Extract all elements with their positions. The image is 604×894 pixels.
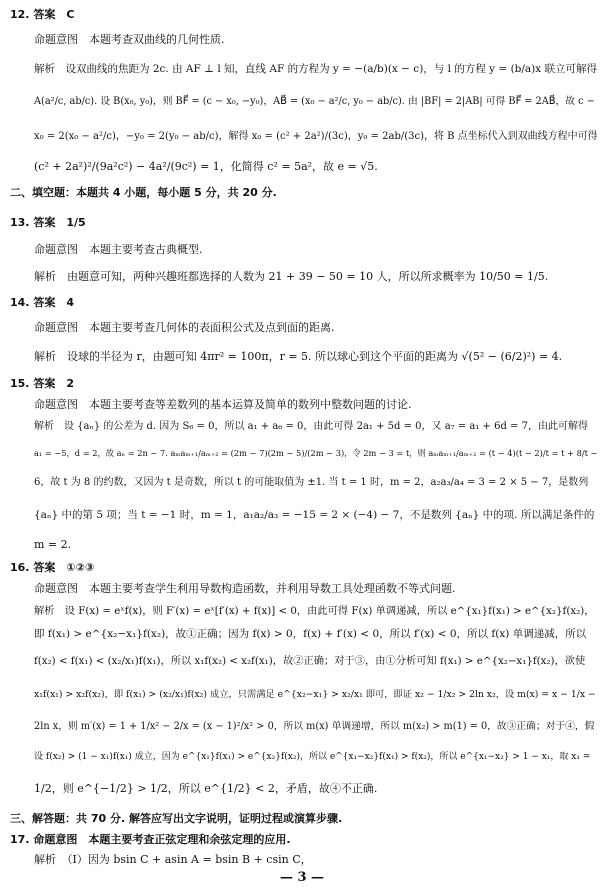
q16-solution-line: 解析 设 F(x) = eˣf(x)，则 F′(x) = eˣ[f′(x) + f(x)] < 0，由此可得 F(x) 单调递减，所以 e^{x₁}f(x₁) > e^{x₂}f(x₂)， [34,605,595,617]
q15-solution-line: m = 2. [34,538,72,551]
q16-solution-line: x₁f(x₁) > x₂f(x₂)，即 f(x₁) > (x₂/x₁)f(x₂) 成立，只需满足 e^{x₂−x₁} > x₂/x₁ 即可，即证 x₂ − 1/x₂ > 2ln x₂，设 m(x) = x − 1/x − [34,689,596,700]
q17-solution-line: 解析 （Ⅰ）因为 bsin C + asin A = bsin B + csin C， [34,853,312,866]
q14-solution: 解析 设球的半径为 r，由题可知 4πr² = 100π，r = 5. 所以球心到这个平面的距离为 √(5² − (6/2)²) = 4. [34,350,563,363]
q16-solution-line: 1/2，则 e^{−1/2} > 1/2，所以 e^{1/2} < 2，矛盾，故④不正确. [34,782,378,795]
q15-solution-line: 解析 设 {aₙ} 的公差为 d. 因为 S₆ = 0，所以 a₁ + a₆ = 0，由此可得 2a₁ + 5d = 0，又 a₇ = a₁ + 6d = 7，由此可解得 [34,421,588,432]
q15-solution-line: {aₙ} 中的第 5 项；当 t = −1 时，m = 1，a₁a₂/a₃ = −15 = 2 × (−4) − 7，不是数列 {aₙ} 中的项. 所以满足条件的 [34,509,595,521]
q14-intent: 命题意图 本题主要考查几何体的表面积公式及点到面的距离. [34,321,335,334]
q15-solution-line: a₁ = −5，d = 2，故 aₙ = 2n − 7. aₘaₘ₊₁/aₘ₊₂ = (2m − 7)(2m − 5)/(2m − 3)，令 2m − 3 = t，则 aₘaₘ₊₁/aₘ₊₂ = (t − 4)(t − 2)/t = t + 8/t − [34,448,598,458]
q15-intent: 命题意图 本题主要考查等差数列的基本运算及简单的数列中整数问题的讨论. [34,398,412,411]
q16-answer: 16. 答案 ①②③ [10,561,95,574]
q16-solution-line: 设 f(x₂) > (1 − x₁)f(x₁) 成立，因为 e^{x₁}f(x₁) > e^{x₂}f(x₂)，所以 e^{x₁−x₂}f(x₁) > f(x₂)，所以 e^{x₁−x₂} > 1 − x₁，取 x₁ = [34,752,591,762]
q17-intent: 17. 命题意图 本题主要考查正弦定理和余弦定理的应用. [10,833,291,846]
q12-answer: 12. 答案 C [10,8,75,21]
q16-solution-line: f(x₂) < f(x₁) < (x₂/x₁)f(x₁)，所以 x₁f(x₂) < x₂f(x₁)，故②正确；对于③，由①分析可知 f(x₁) > e^{x₂−x₁}f(x₂)，欲使 [34,655,586,667]
q12-solution-line: x₀ = 2(x₀ − a²/c)，−y₀ = 2(y₀ − ab/c)，解得 x₀ = (c² + 2a²)/(3c)，y₀ = 2ab/(3c)，将 B 点坐标代入到双曲线方程中可得 [34,131,598,142]
page-number: — 3 — [279,870,325,885]
q13-solution: 解析 由题意可知，两种兴趣班都选择的人数为 21 + 39 − 50 = 10 人，所以所求概率为 10/50 = 1/5. [34,270,549,283]
q15-solution-line: 6，故 t 为 8 的约数，又因为 t 是奇数，所以 t 的可能取值为 ±1. 当 t = 1 时，m = 2，a₂a₃/a₄ = 3 = 2 × 5 − 7，是数列 [34,477,589,488]
q14-answer: 14. 答案 4 [10,296,74,309]
section-answer-questions-header: 三、解答题：共 70 分. 解答应写出文字说明，证明过程或演算步骤. [10,812,343,825]
q12-solution-line: A(a²/c, ab/c). 设 B(x₀, y₀)，则 BF⃗ = (c − x₀, −y₀)，AB⃗ = (x₀ − a²/c, y₀ − ab/c). 由 |BF| = 2|AB| 可得 BF⃗ = 2AB⃗，故 c − [34,96,595,107]
q13-answer: 13. 答案 1/5 [10,216,86,229]
q16-solution-line: 2ln x，则 m′(x) = 1 + 1/x² − 2/x = (x − 1)²/x² > 0，所以 m(x) 单调递增，所以 m(x₂) > m(1) = 0，故③正确；对于④，假 [34,721,595,732]
q13-intent: 命题意图 本题主要考查古典概型. [34,243,203,256]
q12-solution-line: (c² + 2a²)²/(9a²c²) − 4a²/(9c²) = 1，化简得 c² = 5a²，故 e = √5. [34,160,378,173]
q12-intent: 命题意图 本题考查双曲线的几何性质. [34,33,225,46]
q15-answer: 15. 答案 2 [10,377,74,390]
q12-solution-line: 解析 设双曲线的焦距为 2c. 由 AF ⊥ l 知，直线 AF 的方程为 y = −(a/b)(x − c)，与 l 的方程 y = (b/a)x 联立可解得 [34,63,598,75]
q16-intent: 命题意图 本题主要考查学生利用导数构造函数，并利用导数工具处理函数不等式问题. [34,582,456,595]
q16-solution-line: 即 f(x₁) > e^{x₂−x₁}f(x₂)，故①正确；因为 f(x) > 0，f(x) + f′(x) < 0，所以 f′(x) < 0，所以 f(x) 单调递减，所以 [34,628,587,640]
section-fill-blank-header: 二、填空题：本题共 4 小题，每小题 5 分，共 20 分. [10,186,277,199]
